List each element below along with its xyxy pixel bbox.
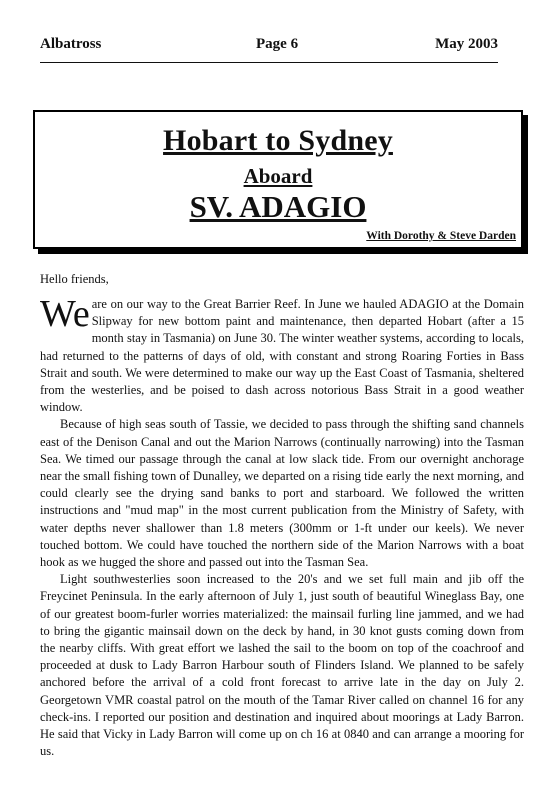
title-box [33, 110, 523, 249]
publication-name: Albatross [40, 36, 102, 52]
drop-cap: We [40, 293, 90, 335]
article-body [40, 293, 524, 760]
byline: With Dorothy & Steve Darden [366, 230, 516, 242]
paragraph-1-text: are on our way to the Great Barrier Reef. In June we hauled ADAGIO at the Domain Slipway for new bottom paint and maintenance, then departed Hobart (after a 15 month stay in Tasmania) on June 30. The winter weather systems, according to locals, had returned to the patterns of days of old, with constant and strong Roaring Forties in Bass Strait and south. We were determined to make our way up the East Coast of Tasmania, sheltered from the westerlies, and be poised to dash across notorious Bass Strait in a good weather window. [40, 297, 524, 415]
vessel-name: SV. ADAGIO [189, 189, 367, 224]
page-header [40, 36, 498, 56]
article-subtitle: Aboard [243, 164, 313, 188]
article-title: Hobart to Sydney [163, 124, 393, 157]
issue-date: May 2003 [435, 36, 498, 52]
paragraph-1 [40, 293, 524, 416]
page-number: Page 6 [256, 36, 299, 52]
header-rule [40, 62, 498, 63]
greeting: Hello friends, [40, 272, 109, 286]
paragraph-3: Light southwesterlies soon increased to the 20's and we set full main and jib off the Freycinet Peninsula. In the early afternoon of July 1, just south of beautiful Wineglass Bay, one of our greatest boom-furler worries materialized: the mainsail furling line jammed, and we had to bring the gigantic mainsail down on the deck by hand, in 30 knot gusts coming down from the nearby cliffs. With great effort we lashed the sail to the boom on top of the coachroof and proceeded at dusk to Lady Barron Harbour south of Flinders Island. We planned to be safely anchored before the arrival of a cold front forecast to arrive late in the day on July 2. Georgetown VMR coastal patrol on the mouth of the Tamar River called on channel 16 for any check-ins. I reported our position and destination and inquired about moorings at Lady Barron. He said that Vicky in Lady Barron will come up on ch 16 at 0840 and can arrange a mooring for us. [40, 572, 524, 759]
paragraph-2: Because of high seas south of Tassie, we decided to pass through the shifting sand channels east of the Denison Canal and out the Marion Narrows (continually narrowing) into the Tasman Sea. We timed our passage through the canal at low slack tide. From our overnight anchorage near the small fishing town of Dunalley, we departed on a rising tide early the next morning, and could clearly see the drying sand banks to port and starboard. We followed the written instructions and "mud map" in the most current publication from the Ministry of Safety, with water depths never shallower than 1.8 meters (300mm or 1-ft under our keels). We never touched bottom. We could have touched the northern side of the Marion Narrows with a boat hook as we hugged the shore and passed out into the Tasman Sea. [40, 417, 524, 570]
